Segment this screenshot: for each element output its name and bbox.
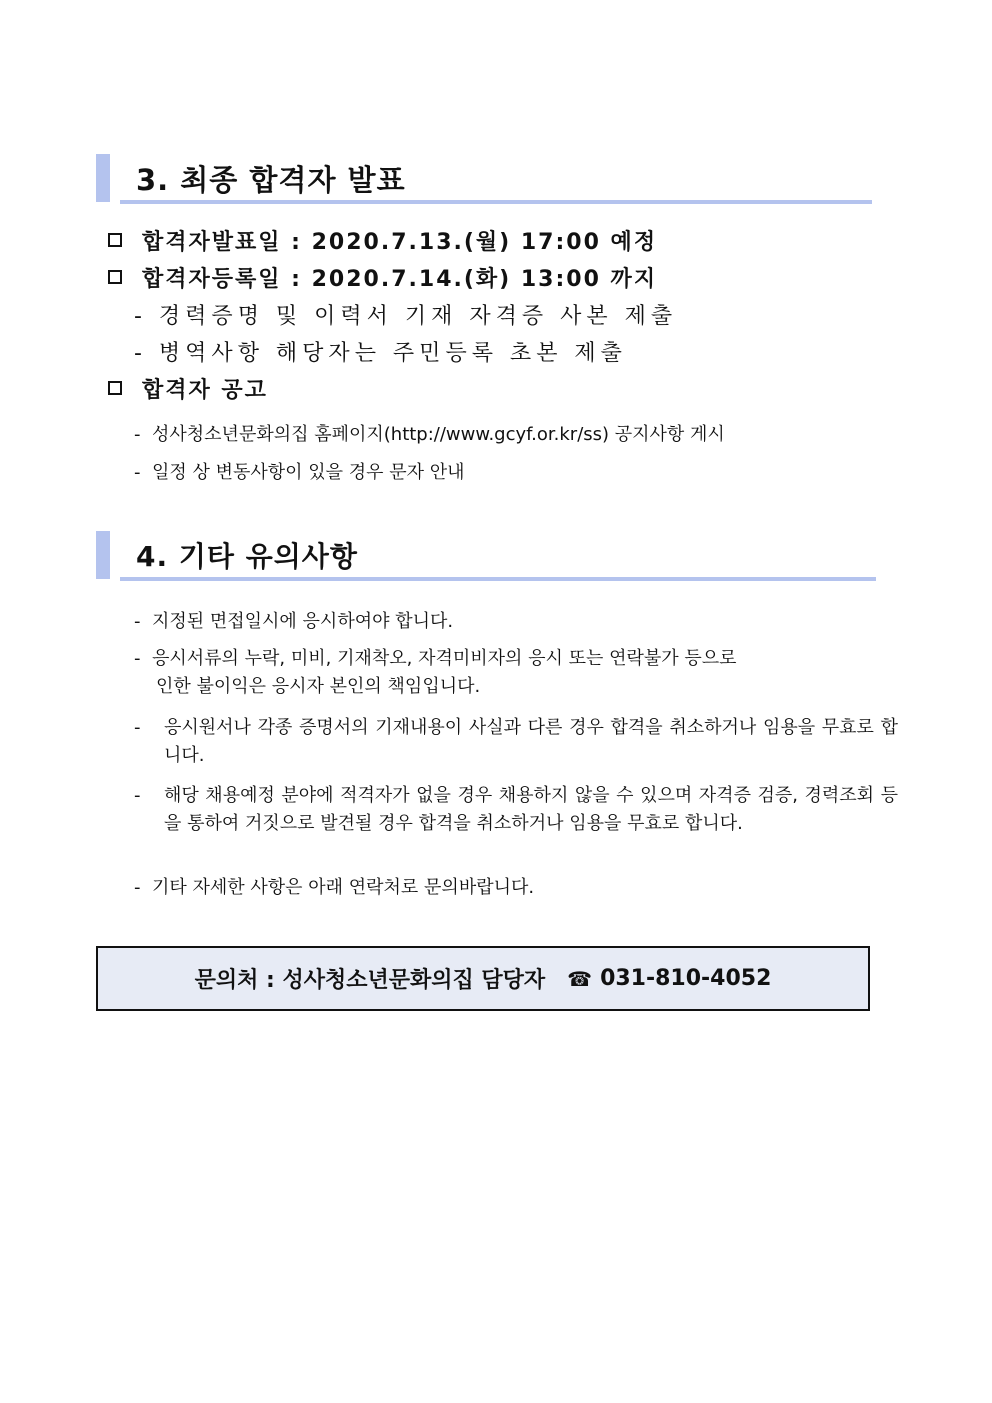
registration-requirement: - 경력증명 및 이력서 기재 자격증 사본 제출 xyxy=(134,304,678,329)
section-3-title: 3. 최종 합격자 발표 xyxy=(136,163,406,197)
notice-item-text: 성사청소년문화의집 홈페이지(http://www.gcyf.or.kr/ss) 공지사항 게시 xyxy=(152,424,725,445)
registration-requirement: - 병역사항 해당자는 주민등록 초본 제출 xyxy=(134,341,627,366)
note-item: - 기타 자세한 사항은 아래 연락처로 문의바랍니다. xyxy=(134,877,535,898)
note-text: 응시서류의 누락, 미비, 기재착오, 자격미비자의 응시 또는 연락불가 등으로 xyxy=(152,648,737,669)
section-underline xyxy=(120,200,872,204)
section-marker xyxy=(96,531,110,579)
phone-icon: ☎ xyxy=(567,966,593,991)
note-text: 기타 자세한 사항은 아래 연락처로 문의바랍니다. xyxy=(152,877,535,898)
notice-heading-item xyxy=(108,373,268,404)
note-text: 해당 채용예정 분야에 적격자가 없을 경우 채용하지 않을 수 있으며 자격증 검증, 경력조회 등을 통하여 거짓으로 발견될 경우 합격을 취소하거나 임용을 무효로 합니다. xyxy=(164,785,898,834)
note-text: 인한 불이익은 응시자 본인의 책임입니다. xyxy=(156,676,481,697)
section-marker xyxy=(96,154,110,202)
checkbox-square-icon xyxy=(108,270,122,284)
notice-item: - 일정 상 변동사항이 있을 경우 문자 안내 xyxy=(134,462,465,483)
note-text: 지정된 면접일시에 응시하여야 합니다. xyxy=(152,611,454,632)
registration-date-label: 합격자등록일 : 2020.7.14.(화) 13:00 까지 xyxy=(142,267,658,292)
section-underline xyxy=(120,577,876,581)
contact-phone: 031-810-4052 xyxy=(600,966,772,991)
note-item: - 지정된 면접일시에 응시하여야 합니다. xyxy=(134,611,454,632)
notice-item-text: 일정 상 변동사항이 있을 경우 문자 안내 xyxy=(152,462,465,483)
announcement-date-label: 합격자발표일 : 2020.7.13.(월) 17:00 예정 xyxy=(142,230,658,255)
announcement-date-item xyxy=(108,225,657,256)
note-text: 응시원서나 각종 증명서의 기재내용이 사실과 다른 경우 합격을 취소하거나 임용을 무효로 합니다. xyxy=(164,717,898,766)
section-4-title: 4. 기타 유의사항 xyxy=(136,540,358,573)
section-4-header xyxy=(96,531,880,581)
contact-box xyxy=(96,946,870,1011)
checkbox-square-icon xyxy=(108,233,122,247)
notice-heading: 합격자 공고 xyxy=(142,378,268,403)
note-item: - 해당 채용예정 분야에 적격자가 없을 경우 채용하지 않을 수 있으며 자격증 검증, 경력조회 등을 통하여 거짓으로 발견될 경우 합격을 취소하거나 임용을 무효로 합니다. xyxy=(134,782,898,838)
checkbox-square-icon xyxy=(108,381,122,395)
notice-item: - 성사청소년문화의집 홈페이지(http://www.gcyf.or.kr/ss) 공지사항 게시 xyxy=(134,424,725,445)
note-item: - 응시원서나 각종 증명서의 기재내용이 사실과 다른 경우 합격을 취소하거나 임용을 무효로 합니다. xyxy=(134,714,898,770)
contact-label: 문의처 : 성사청소년문화의집 담당자 xyxy=(194,968,546,993)
note-item: - 응시서류의 누락, 미비, 기재착오, 자격미비자의 응시 또는 연락불가 등으로 xyxy=(134,648,737,669)
note-item-continuation xyxy=(156,673,480,701)
section-3-header xyxy=(96,154,876,204)
registration-date-item xyxy=(108,262,657,293)
